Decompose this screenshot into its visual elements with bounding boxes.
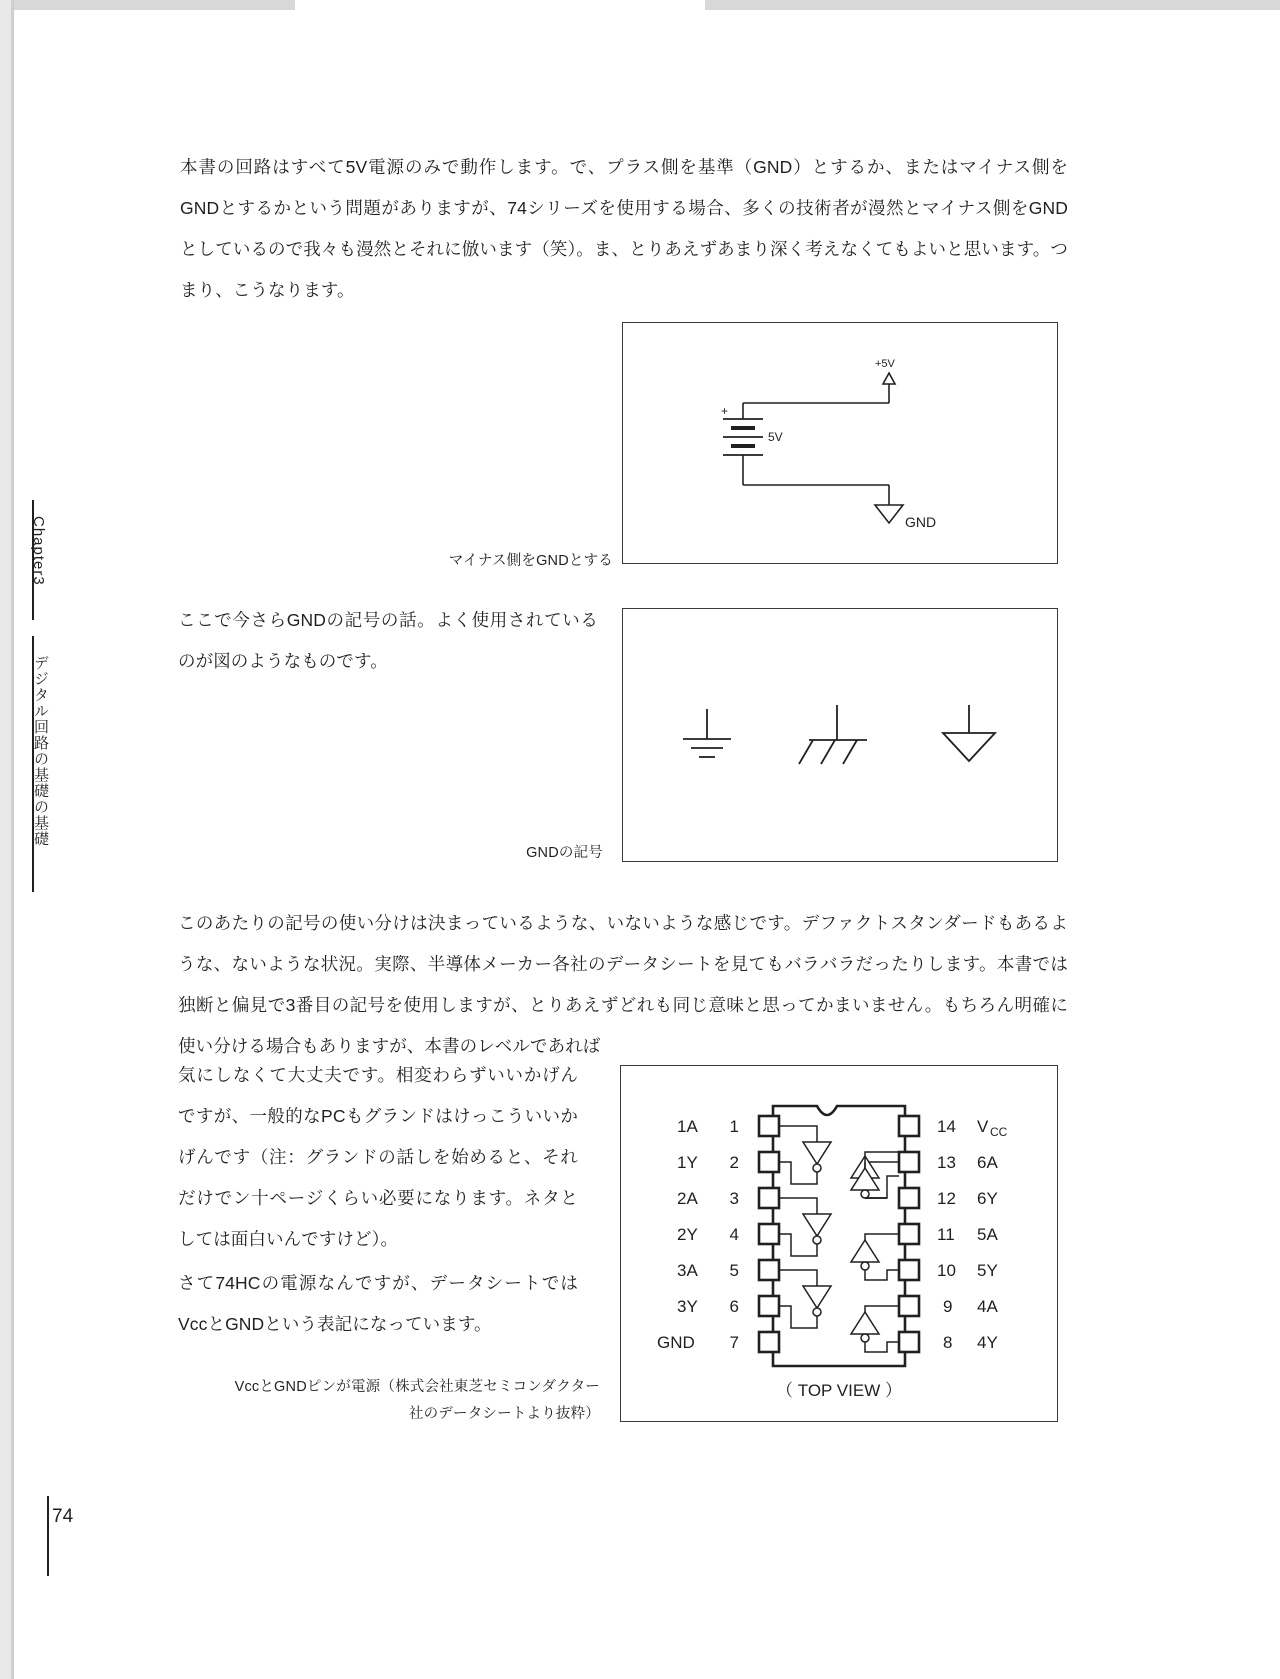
earth-ground-symbol	[683, 709, 731, 757]
label-battery-voltage: 5V	[768, 430, 783, 444]
pin-num-right-9: 9	[943, 1297, 953, 1316]
pin-num-right-12: 12	[937, 1189, 956, 1208]
pin-name-right-11: 5A	[977, 1225, 998, 1244]
pin-name-left-6: 3Y	[677, 1297, 698, 1316]
pin-num-right-11: 11	[937, 1225, 955, 1244]
gnd-symbols-schematic	[623, 609, 1057, 861]
figure-2-caption: GNDの記号	[526, 845, 603, 861]
pin-num-left-6: 6	[729, 1297, 739, 1316]
pin-num-left-5: 5	[729, 1261, 739, 1280]
pin-name-right-10: 5Y	[977, 1261, 998, 1280]
pin-num-left-2: 2	[729, 1153, 739, 1172]
label-plus-5v: +5V	[875, 358, 895, 370]
page-number-rule	[47, 1496, 49, 1576]
pin-num-left-1: 1	[729, 1117, 739, 1136]
pin-name-right-14: V	[977, 1117, 989, 1136]
figure-power-supply	[622, 322, 1058, 564]
pin-num-right-13: 13	[937, 1153, 956, 1172]
pin-name-right-14-sub: CC	[990, 1125, 1008, 1139]
pin-name-left-2: 1Y	[677, 1153, 698, 1172]
pin-name-left-1: 1A	[677, 1117, 698, 1136]
pin-num-right-8: 8	[943, 1333, 953, 1352]
chapter-label: Chapter3	[30, 516, 47, 586]
body-paragraph-4: 気にしなくて大丈夫です。相変わらずいいかげんですが、一般的なPCもグランドはけっこういいかげんです（注：グランドの話しを始めると、それだけでン十ページくらい必要になります。ネタとしては面白いんですけど）。	[178, 1065, 578, 1249]
pin-num-left-4: 4	[729, 1225, 739, 1244]
scan-artifact-left-edge-line	[11, 0, 14, 1679]
pin-name-right-12: 6Y	[977, 1189, 998, 1208]
body-paragraph-5: さて74HCの電源なんですが、データシートではVccとGNDという表記になっています。	[178, 1273, 578, 1334]
figure-ic-pinout	[620, 1065, 1058, 1422]
pin-name-left-7: GND	[657, 1333, 695, 1352]
pin-num-left-3: 3	[729, 1189, 739, 1208]
body-paragraph-1: 本書の回路はすべて5V電源のみで動作します。で、プラス側を基準（GND）とするか、またはマイナス側をGNDとするかという問題がありますが、74シリーズを使用する場合、多くの技術者が漫然とマイナス側をGNDとしているので我々も漫然とそれに倣います（笑）。ま、とりあえずあまり深く考えなくてもよいと思います。つまり、こうなります。	[180, 157, 1068, 300]
chapter-title: デジタル回路の基礎の基礎	[32, 655, 49, 847]
power-supply-schematic	[623, 323, 1057, 563]
label-gnd: GND	[905, 514, 937, 530]
figure-1-caption: マイナス側をGNDとする	[448, 553, 613, 569]
pin-num-right-14: 14	[937, 1117, 956, 1136]
pin-name-left-3: 2A	[677, 1189, 698, 1208]
signal-ground-triangle-symbol	[943, 705, 995, 761]
pin-name-right-8: 4Y	[977, 1333, 998, 1352]
figure-gnd-symbols	[622, 608, 1058, 862]
figure-3-caption: VccとGNDピンが電源（株式会社東芝セミコンダクター社のデータシートより抜粋）	[234, 1379, 600, 1422]
top-view-label: （ TOP VIEW ）	[776, 1381, 902, 1400]
pin-name-left-4: 2Y	[677, 1225, 698, 1244]
label-battery-plus: +	[721, 404, 729, 418]
pin-num-right-10: 10	[937, 1261, 956, 1280]
pin-num-left-7: 7	[729, 1333, 739, 1352]
scan-artifact-top-left	[0, 0, 295, 10]
chassis-ground-symbol	[799, 705, 867, 764]
ic-pinout-schematic	[621, 1066, 1057, 1421]
scan-artifact-top-right	[705, 0, 1280, 10]
body-paragraph-3: このあたりの記号の使い分けは決まっているような、いないような感じです。デファクトスタンダードもあるような、ないような状況。実際、半導体メーカー各社のデータシートを見てもバラバラだったりします。本書では独断と偏見で3番目の記号を使用しますが、とりあえずどれも同じ意味と思ってかまいません。もちろん明確に使い分ける場合もありますが、本書のレベルであれば	[178, 913, 1068, 1056]
pin-name-right-13: 6A	[977, 1153, 998, 1172]
pin-name-left-5: 3A	[677, 1261, 698, 1280]
body-paragraph-2: ここで今さらGNDの記号の話。よく使用されているのが図のようなものです。	[178, 610, 598, 671]
page-number: 74	[52, 1506, 74, 1527]
scan-artifact-left-edge	[0, 0, 11, 1679]
pin-name-right-9: 4A	[977, 1297, 998, 1316]
